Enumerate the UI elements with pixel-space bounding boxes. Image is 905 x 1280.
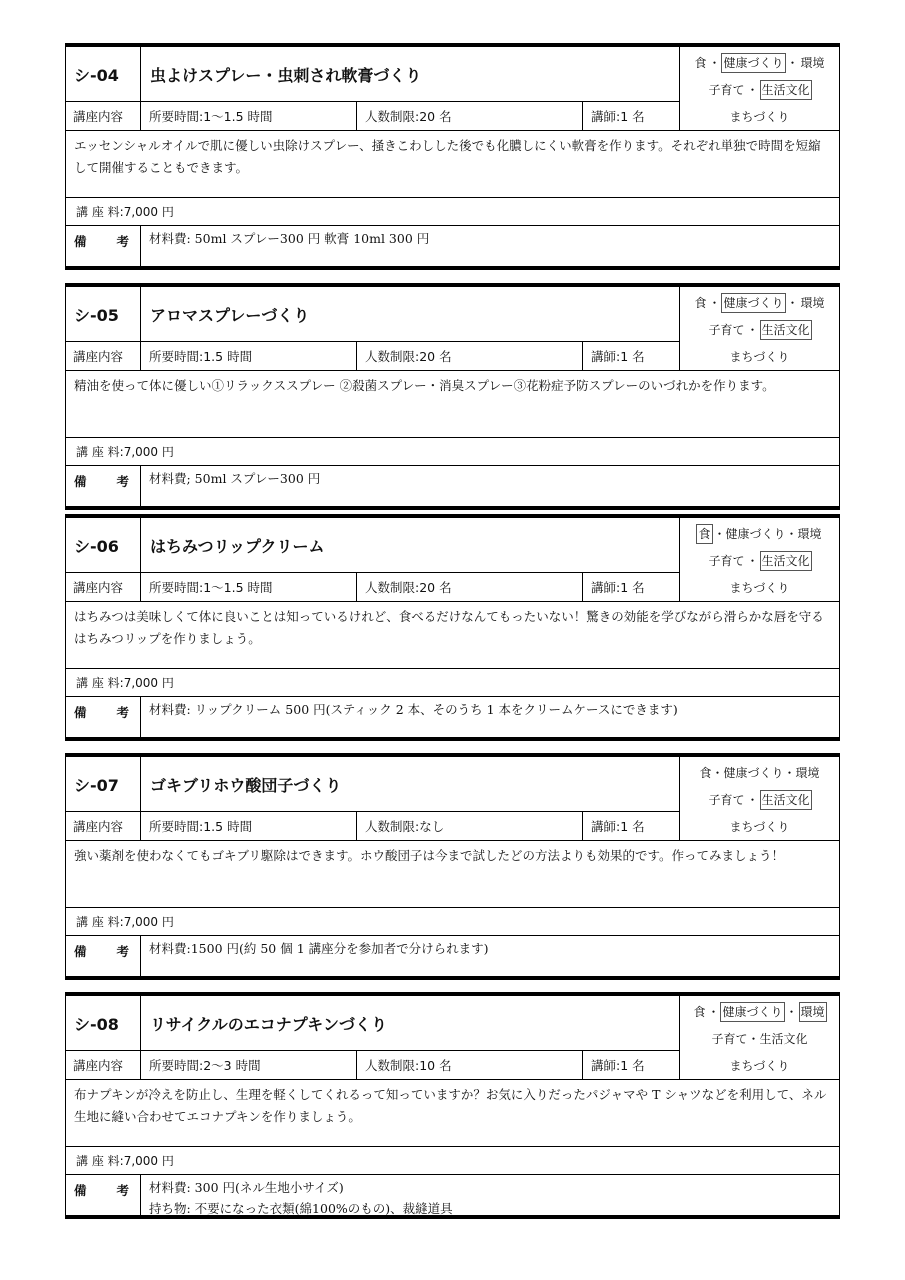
course-code: シ-08 bbox=[66, 996, 141, 1051]
course-description: はちみつは美味しくて体に良いことは知っているけれど、食べるだけなんてもったいない！驚きの効能を学びながら滑らかな唇を守るはちみつリップを作りましょう。 bbox=[66, 602, 839, 669]
notes-label-a: 備 bbox=[74, 705, 87, 720]
course-code: シ-05 bbox=[66, 287, 141, 342]
fee-value: 7,000 円 bbox=[123, 915, 174, 929]
capacity: 人数制限:20 名 bbox=[357, 102, 583, 131]
course-title: リサイクルのエコナプキンづくり bbox=[141, 996, 679, 1051]
category-tag: 食 bbox=[694, 296, 707, 310]
notes-label-b: 考 bbox=[116, 705, 130, 720]
category-tag: 子育て bbox=[708, 83, 745, 97]
note-line: 材料費: 50ml スプレー300 円 軟膏 10ml 300 円 bbox=[149, 231, 430, 246]
instructors: 講師:1 名 bbox=[583, 1051, 679, 1080]
notes-label bbox=[66, 1175, 141, 1219]
course-block bbox=[65, 514, 840, 741]
category-line-1 bbox=[680, 1002, 839, 1022]
course-code: シ-04 bbox=[66, 47, 141, 102]
content-label: 講座内容 bbox=[66, 102, 141, 131]
category-tag: ・ bbox=[708, 56, 721, 70]
course-description: エッセンシャルオイルで肌に優しい虫除けスプレー、掻きこわしした後でも化膿しにくい軟膏を作ります。それぞれ単独で時間を短縮して開催することもできます。 bbox=[66, 131, 839, 198]
course-notes bbox=[141, 697, 839, 741]
category-line-1 bbox=[680, 763, 839, 783]
notes-label-a: 備 bbox=[74, 234, 87, 249]
fee-value: 7,000 円 bbox=[123, 676, 174, 690]
course-fee bbox=[66, 438, 839, 466]
category-tag: ・ bbox=[708, 296, 721, 310]
category-tag: 環境 bbox=[799, 1002, 827, 1022]
course-description: 布ナプキンが冷えを防止し、生理を軽くしてくれるって知っていますか？お気に入りだったパジャマや T シャツなどを利用して、ネル生地に縫い合わせてエコナプキンを作りましょう。 bbox=[66, 1080, 839, 1147]
category-tag: ・ bbox=[746, 83, 759, 97]
course-block bbox=[65, 283, 840, 510]
course-block bbox=[65, 992, 840, 1219]
note-line: 材料費: リップクリーム 500 円(スティック 2 本、そのうち 1 本をクリームケースにできます) bbox=[149, 702, 678, 717]
category-tag: ・ bbox=[746, 554, 759, 568]
notes-label bbox=[66, 466, 141, 510]
course-description: 精油を使って体に優しい①リラックススプレー ②殺菌スプレー・消臭スプレー③花粉症予防スプレーのいづれかを作ります。 bbox=[66, 371, 839, 438]
course-notes bbox=[141, 936, 839, 980]
fee-value: 7,000 円 bbox=[123, 1154, 174, 1168]
category-tag: 生活文化 bbox=[760, 551, 812, 571]
notes-label-b: 考 bbox=[116, 474, 130, 489]
category-tag: 子育て bbox=[708, 793, 745, 807]
category-line-3 bbox=[680, 1056, 839, 1076]
course-code: シ-06 bbox=[66, 518, 141, 573]
course-fee bbox=[66, 1147, 839, 1175]
category-tag: ・ bbox=[785, 1005, 798, 1019]
duration: 所要時間:1.5 時間 bbox=[141, 342, 357, 371]
category-tags bbox=[679, 996, 839, 1080]
fee-label: 講 座 料: bbox=[76, 205, 124, 219]
notes-label-a: 備 bbox=[74, 474, 87, 489]
notes-label bbox=[66, 697, 141, 741]
category-line-3 bbox=[680, 347, 839, 367]
category-tag: 健康づくり bbox=[721, 293, 785, 313]
category-line-2 bbox=[680, 320, 839, 340]
category-tag: 食 bbox=[693, 1005, 706, 1019]
category-tag: 生活文化 bbox=[760, 320, 812, 340]
note-line: 材料費: 300 円(ネル生地小サイズ) bbox=[149, 1180, 344, 1195]
course-fee bbox=[66, 198, 839, 226]
notes-label bbox=[66, 226, 141, 270]
fee-label: 講 座 料: bbox=[76, 676, 124, 690]
notes-label-b: 考 bbox=[116, 944, 130, 959]
duration: 所要時間:1〜1.5 時間 bbox=[141, 573, 357, 602]
course-title: はちみつリップクリーム bbox=[141, 518, 679, 573]
duration: 所要時間:2〜3 時間 bbox=[141, 1051, 357, 1080]
capacity: 人数制限:20 名 bbox=[357, 573, 583, 602]
category-tag: まちづくり bbox=[729, 820, 790, 834]
content-label: 講座内容 bbox=[66, 573, 141, 602]
category-tags bbox=[679, 287, 839, 371]
course-title: アロマスプレーづくり bbox=[141, 287, 679, 342]
notes-label-a: 備 bbox=[74, 1183, 87, 1198]
category-tag: 食 bbox=[696, 524, 712, 544]
course-title: ゴキブリホウ酸団子づくり bbox=[141, 757, 679, 812]
course-notes bbox=[141, 226, 839, 270]
category-line-3 bbox=[680, 817, 839, 837]
capacity: 人数制限:10 名 bbox=[357, 1051, 583, 1080]
category-line-1 bbox=[680, 524, 839, 544]
course-description: 強い薬剤を使わなくてもゴキブリ駆除はできます。ホウ酸団子は今まで試したどの方法よりも効果的です。作ってみましょう！ bbox=[66, 841, 839, 908]
category-tag: まちづくり bbox=[729, 110, 790, 124]
course-fee bbox=[66, 908, 839, 936]
instructors: 講師:1 名 bbox=[583, 573, 679, 602]
category-tag: 食 bbox=[694, 56, 707, 70]
category-tag: 食・健康づくり・環境 bbox=[699, 766, 820, 780]
course-code: シ-07 bbox=[66, 757, 141, 812]
category-tag: ・ bbox=[707, 1005, 720, 1019]
course-fee bbox=[66, 669, 839, 697]
category-tags bbox=[679, 518, 839, 602]
notes-label-b: 考 bbox=[116, 234, 130, 249]
instructors: 講師:1 名 bbox=[583, 102, 679, 131]
category-line-3 bbox=[680, 107, 839, 127]
category-tag: まちづくり bbox=[729, 350, 790, 364]
category-line-1 bbox=[680, 53, 839, 73]
course-block bbox=[65, 753, 840, 980]
course-notes bbox=[141, 466, 839, 510]
course-notes bbox=[141, 1175, 839, 1219]
category-line-2 bbox=[680, 790, 839, 810]
category-tag: ・ bbox=[746, 323, 759, 337]
category-tag: まちづくり bbox=[729, 1059, 790, 1073]
category-tags bbox=[679, 757, 839, 841]
category-tag: 健康づくり bbox=[721, 53, 785, 73]
content-label: 講座内容 bbox=[66, 1051, 141, 1080]
note-line: 持ち物: 不要になった衣類(綿100%のもの)、裁縫道具 bbox=[149, 1201, 453, 1216]
instructors: 講師:1 名 bbox=[583, 812, 679, 841]
notes-label bbox=[66, 936, 141, 980]
category-tag: ・健康づくり・環境 bbox=[713, 527, 822, 541]
note-line: 材料費:1500 円(約 50 個 1 講座分を参加者で分けられます) bbox=[149, 941, 489, 956]
course-title: 虫よけスプレー・虫刺され軟膏づくり bbox=[141, 47, 679, 102]
notes-label-a: 備 bbox=[74, 944, 87, 959]
instructors: 講師:1 名 bbox=[583, 342, 679, 371]
fee-value: 7,000 円 bbox=[123, 445, 174, 459]
fee-value: 7,000 円 bbox=[123, 205, 174, 219]
category-tag: 環境 bbox=[800, 56, 825, 70]
category-line-2 bbox=[680, 80, 839, 100]
category-tags bbox=[679, 47, 839, 131]
fee-label: 講 座 料: bbox=[76, 445, 124, 459]
notes-label-b: 考 bbox=[116, 1183, 130, 1198]
category-tag: ・ bbox=[786, 296, 799, 310]
category-tag: ・ bbox=[786, 56, 799, 70]
course-block bbox=[65, 43, 840, 270]
duration: 所要時間:1.5 時間 bbox=[141, 812, 357, 841]
category-line-2 bbox=[680, 551, 839, 571]
category-tag: ・ bbox=[746, 793, 759, 807]
category-tag: 生活文化 bbox=[760, 80, 812, 100]
category-line-1 bbox=[680, 293, 839, 313]
duration: 所要時間:1〜1.5 時間 bbox=[141, 102, 357, 131]
category-line-2 bbox=[680, 1029, 839, 1049]
content-label: 講座内容 bbox=[66, 342, 141, 371]
category-line-3 bbox=[680, 578, 839, 598]
category-tag: 健康づくり bbox=[720, 1002, 784, 1022]
fee-label: 講 座 料: bbox=[76, 1154, 124, 1168]
category-tag: 子育て bbox=[708, 554, 745, 568]
category-tag: 子育て bbox=[708, 323, 745, 337]
category-tag: 子育て・生活文化 bbox=[711, 1032, 808, 1046]
capacity: 人数制限:20 名 bbox=[357, 342, 583, 371]
category-tag: 環境 bbox=[800, 296, 825, 310]
fee-label: 講 座 料: bbox=[76, 915, 124, 929]
content-label: 講座内容 bbox=[66, 812, 141, 841]
capacity: 人数制限:なし bbox=[357, 812, 583, 841]
note-line: 材料費; 50ml スプレー300 円 bbox=[149, 471, 321, 486]
category-tag: 生活文化 bbox=[760, 790, 812, 810]
category-tag: まちづくり bbox=[729, 581, 790, 595]
